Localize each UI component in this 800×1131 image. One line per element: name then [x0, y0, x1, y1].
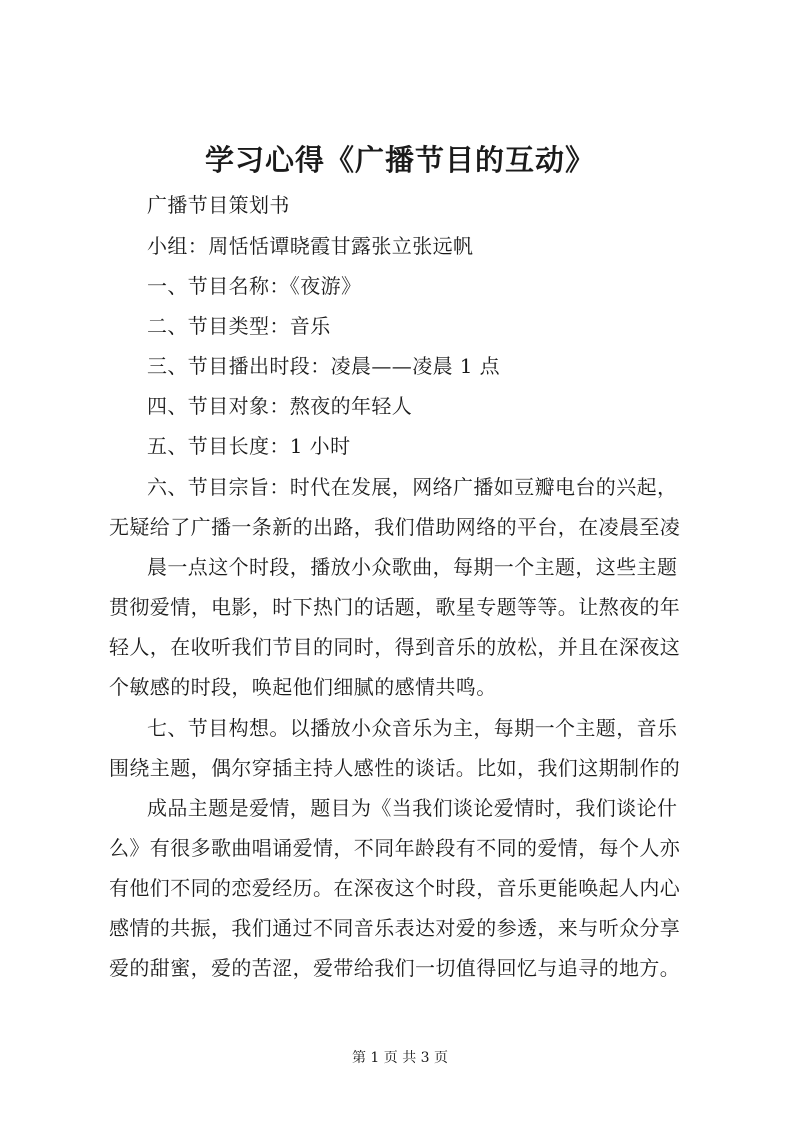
page-footer: 第 1 页 共 3 页: [351, 1050, 449, 1066]
text-line-concept-1: 七、节目构想。以播放小众音乐为主，每期一个主题，音乐: [147, 716, 678, 740]
document-title: 学习心得《广播节目的互动》: [204, 143, 595, 177]
text-line-purpose-6: 个敏感的时段，唤起他们细腻的感情共鸣。: [109, 675, 497, 699]
text-line-purpose-3: 晨一点这个时段，播放小众歌曲，每期一个主题，这些主题: [147, 555, 678, 579]
text-line-group-members: 小组：周恬恬谭晓霞甘露张立张远帆: [147, 234, 474, 258]
text-line-concept-6: 感情的共振，我们通过不同音乐表达对爱的参透，来与听众分享: [109, 916, 681, 940]
text-line-purpose-1: 六、节目宗旨：时代在发展，网络广播如豆瓣电台的兴起，: [147, 475, 678, 499]
text-line-program-type: 二、节目类型：音乐: [147, 314, 331, 338]
text-line-audience: 四、节目对象：熬夜的年轻人: [147, 394, 413, 418]
text-line-purpose-2: 无疑给了广播一条新的出路，我们借助网络的平台，在凌晨至凌: [109, 515, 681, 539]
text-line-concept-7: 爱的甜蜜，爱的苦涩，爱带给我们一切值得回忆与追寻的地方。: [109, 956, 681, 980]
text-line-broadcast-time: 三、节目播出时段：凌晨——凌晨 1 点: [147, 354, 501, 378]
text-line-program-name: 一、节目名称：《夜游》: [147, 274, 362, 298]
text-line-purpose-4: 贯彻爱情，电影，时下热门的话题，歌星专题等等。让熬夜的年: [109, 595, 681, 619]
text-line-duration: 五、节目长度：1 小时: [147, 434, 351, 458]
text-line-concept-2: 围绕主题，偶尔穿插主持人感性的谈话。比如，我们这期制作的: [109, 756, 681, 780]
text-line-concept-5: 有他们不同的恋爱经历。在深夜这个时段，音乐更能唤起人内心: [109, 876, 681, 900]
text-line-plan-heading: 广播节目策划书: [147, 193, 290, 217]
text-line-purpose-5: 轻人，在收听我们节目的同时，得到音乐的放松，并且在深夜这: [109, 635, 681, 659]
text-line-concept-4: 么》有很多歌曲唱诵爱情，不同年龄段有不同的爱情，每个人亦: [109, 836, 681, 860]
text-line-concept-3: 成品主题是爱情，题目为《当我们谈论爱情时，我们谈论什: [147, 796, 678, 820]
